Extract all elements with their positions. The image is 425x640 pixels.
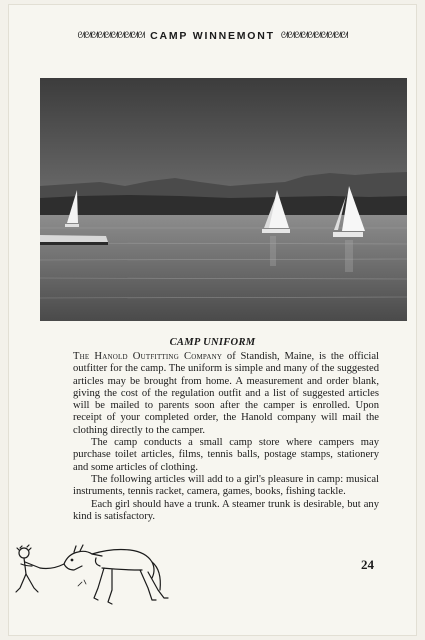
sailboats-lake-photo — [40, 78, 407, 321]
header-title: CAMP WINNEMONT — [150, 30, 275, 42]
ornament-left: ᘛᘛᘛᘛᘛᘛᘛᘛᘛᘛ — [77, 31, 145, 41]
paragraph-outfitter — [73, 351, 379, 437]
dock — [40, 235, 108, 245]
paragraph-camp-store: The camp conducts a small camp store where campers may purchase toilet articles, films, tennis balls, postage stamps, stationery and some articles of clothing. — [73, 437, 379, 473]
paragraph-articles: The following articles will add to a girl's pleasure in camp: musical instruments, tennis racket, camera, games, books, fishing tackle. — [73, 473, 379, 498]
page-number: 24 — [361, 557, 374, 572]
section-title: CAMP UNIFORM — [169, 337, 256, 348]
girl-pulling-horse-sketch — [12, 540, 172, 616]
ornament-right: ᘛᘛᘛᘛᘛᘛᘛᘛᘛᘛ — [280, 31, 348, 41]
body-text — [73, 351, 379, 523]
paragraph-trunk: Each girl should have a trunk. A steamer trunk is desirable, but any kind is satisfactory. — [73, 498, 379, 522]
paragraph-outfitter-text: of Standish, Maine, is the official outfitter for the camp. The uniform is simple and many of the suggested articles may be brought from home. A measurement and order blank, giving the cost of the regulation outfit and a list of suggested articles will be mailed to parents soon after the camper is enrolled. Upon receipt of your completed order, the Hanold company will mail the clothing directly to the camper. — [73, 351, 379, 436]
running-header — [0, 30, 425, 42]
company-name: The Hanold Outfitting Company — [73, 351, 223, 362]
